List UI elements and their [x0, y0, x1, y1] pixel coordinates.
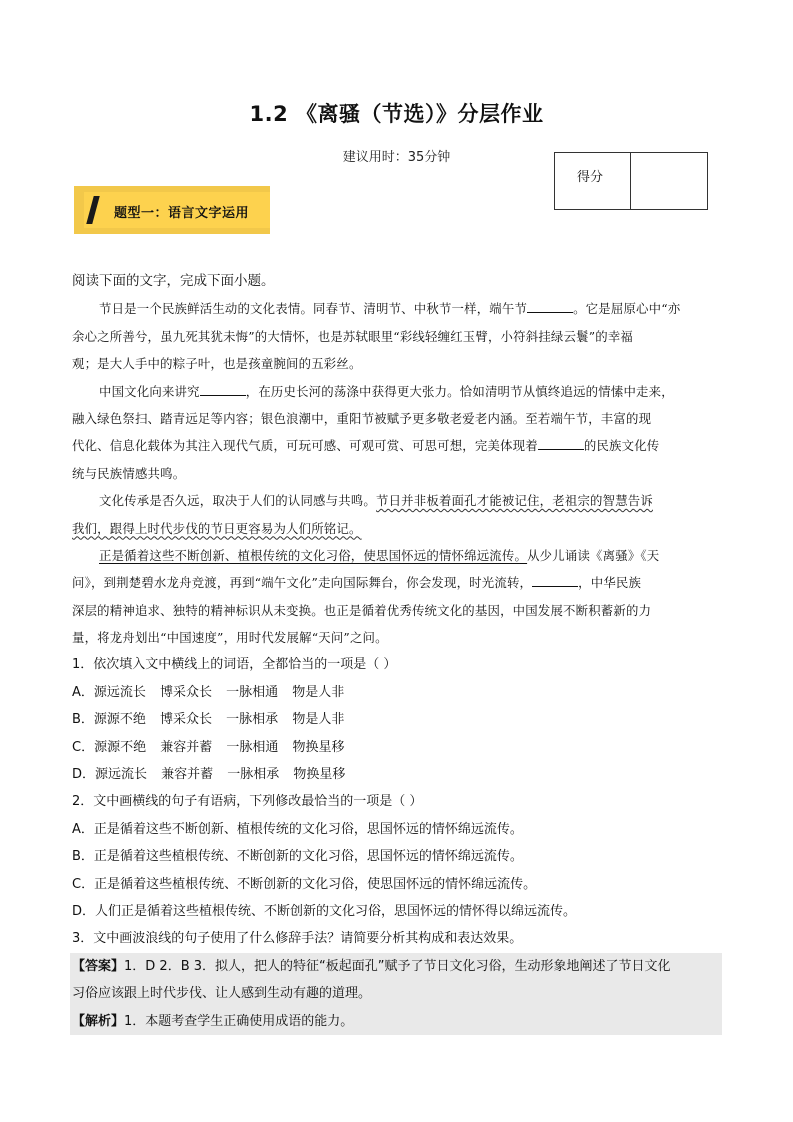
passage-line: 统与民族情感共鸣。 [72, 465, 186, 481]
option-1d: D．源远流长 兼容并蓄 一脉相承 物换星移 [72, 767, 346, 783]
passage-line [72, 542, 722, 569]
analysis-line [70, 1008, 722, 1035]
answer-line: 习俗应该跟上时代步伐、让人感到生动有趣的道理。 [70, 980, 722, 1007]
passage-text: ，在历史长河的荡涤中获得更大张力。恰如清明节从慎终追远的情愫中走来， [245, 383, 674, 399]
passage-text: ，中华民族 [578, 575, 642, 591]
section-banner [74, 186, 270, 234]
score-value-field[interactable] [631, 153, 707, 209]
question-2: 2．文中画横线的句子有语病，下列修改最恰当的一项是（ ） [72, 794, 423, 810]
passage-text: 的民族文化传 [583, 438, 660, 454]
passage-line: 观；是大人手中的粽子叶，也是孩童腕间的五彩丝。 [72, 356, 362, 372]
suggested-time: 建议用时：35分钟 [342, 150, 451, 165]
question-3: 3．文中画波浪线的句子使用了什么修辞手法？请简要分析其构成和表达效果。 [72, 931, 523, 947]
option-2a: A．正是循着这些不断创新、植根传统的文化习俗，思国怀远的情怀绵远流传。 [72, 821, 523, 837]
option-2d: D．人们正是循着这些植根传统、不断创新的文化习俗，思国怀远的情怀得以绵远流传。 [72, 903, 577, 919]
passage-line [72, 378, 722, 405]
underlined-sentence: 正是循着这些不断创新、植根传统的文化习俗，使思国怀远的情怀绵远流传。 [99, 547, 528, 563]
passage-text: 从少儿诵读《离骚》《天 [527, 547, 660, 563]
passage-text: 中国文化向来讲究 [99, 383, 200, 399]
question-1: 1．依次填入文中横线上的词语，全都恰当的一项是（ ） [72, 657, 397, 673]
passage-text: 问》，到荆楚碧水龙舟竞渡，再到“端午文化”走向国际舞台，你会发现，时光流转， [72, 575, 533, 591]
passage-line [72, 487, 722, 514]
section-title: 题型一：语言文字运用 [114, 206, 250, 221]
passage-text: 。它是屈原心中“亦 [573, 301, 681, 317]
passage-line [72, 295, 722, 322]
fill-blank-1 [527, 298, 573, 313]
score-label: 得分 [555, 153, 631, 209]
passage-line: 深层的精神追求、独特的精神标识从未变换。也正是循着优秀传统文化的基因，中国发展不断积蓄新的力 [72, 602, 652, 618]
fill-blank-3 [538, 435, 584, 450]
score-box [554, 152, 708, 210]
answer-line [70, 953, 722, 980]
passage-line [72, 515, 722, 542]
instruction: 阅读下面的文字，完成下面小题。 [72, 273, 275, 289]
fill-blank-2 [200, 381, 246, 396]
passage-line: 余心之所善兮，虽九死其犹未悔”的大情怀，也是苏轼眼里“彩线轻缠红玉臂，小符斜挂绿云鬟”的幸福 [72, 328, 633, 344]
wavy-underlined-text: 我们，跟得上时代步伐的节日更容易为人们所铭记。 [72, 520, 362, 536]
passage-line: 量，将龙舟划出“中国速度”，用时代发展解“天问”之问。 [72, 630, 388, 646]
analysis-text: 1．本题考查学生正确使用成语的能力。 [124, 1013, 354, 1029]
fill-blank-4 [532, 572, 578, 587]
option-2c: C．正是循着这些植根传统、不断创新的文化习俗，使思国怀远的情怀绵远流传。 [72, 876, 537, 892]
option-1b: B．源源不绝 博采众长 一脉相承 物是人非 [72, 712, 345, 728]
answer-text: 1．D 2．B 3．拟人，把人的特征“板起面孔”赋予了节日文化习俗，生动形象地阐述了节日文化 [124, 958, 671, 974]
passage-line: 融入绿色祭扫、踏青远足等内容；银色浪潮中，重阳节被赋予更多敬老爱老内涵。至若端午节，丰富的现 [72, 410, 652, 426]
option-2b: B．正是循着这些植根传统、不断创新的文化习俗，思国怀远的情怀绵远流传。 [72, 849, 523, 865]
document-body [72, 268, 722, 1035]
passage-text: 节日是一个民族鲜活生动的文化表情。同春节、清明节、中秋节一样，端午节 [99, 301, 528, 317]
option-1a: A．源远流长 博采众长 一脉相通 物是人非 [72, 684, 345, 700]
passage-text: 代化、信息化载体为其注入现代气质，可玩可感、可观可赏、可思可想，完美体现着 [72, 438, 538, 454]
passage-line [72, 569, 722, 596]
answer-label: 【答案】 [72, 958, 125, 974]
wavy-underlined-text: 节日并非板着面孔才能被记住，老祖宗的智慧告诉 [376, 493, 653, 509]
analysis-label: 【解析】 [72, 1013, 125, 1029]
passage-line [72, 432, 722, 459]
page-title: 1.2 《离骚（节选）》分层作业 [249, 102, 544, 126]
option-1c: C．源源不绝 兼容并蓄 一脉相通 物换星移 [72, 739, 345, 755]
passage-text: 文化传承是否久远，取决于人们的认同感与共鸣。 [99, 493, 376, 509]
